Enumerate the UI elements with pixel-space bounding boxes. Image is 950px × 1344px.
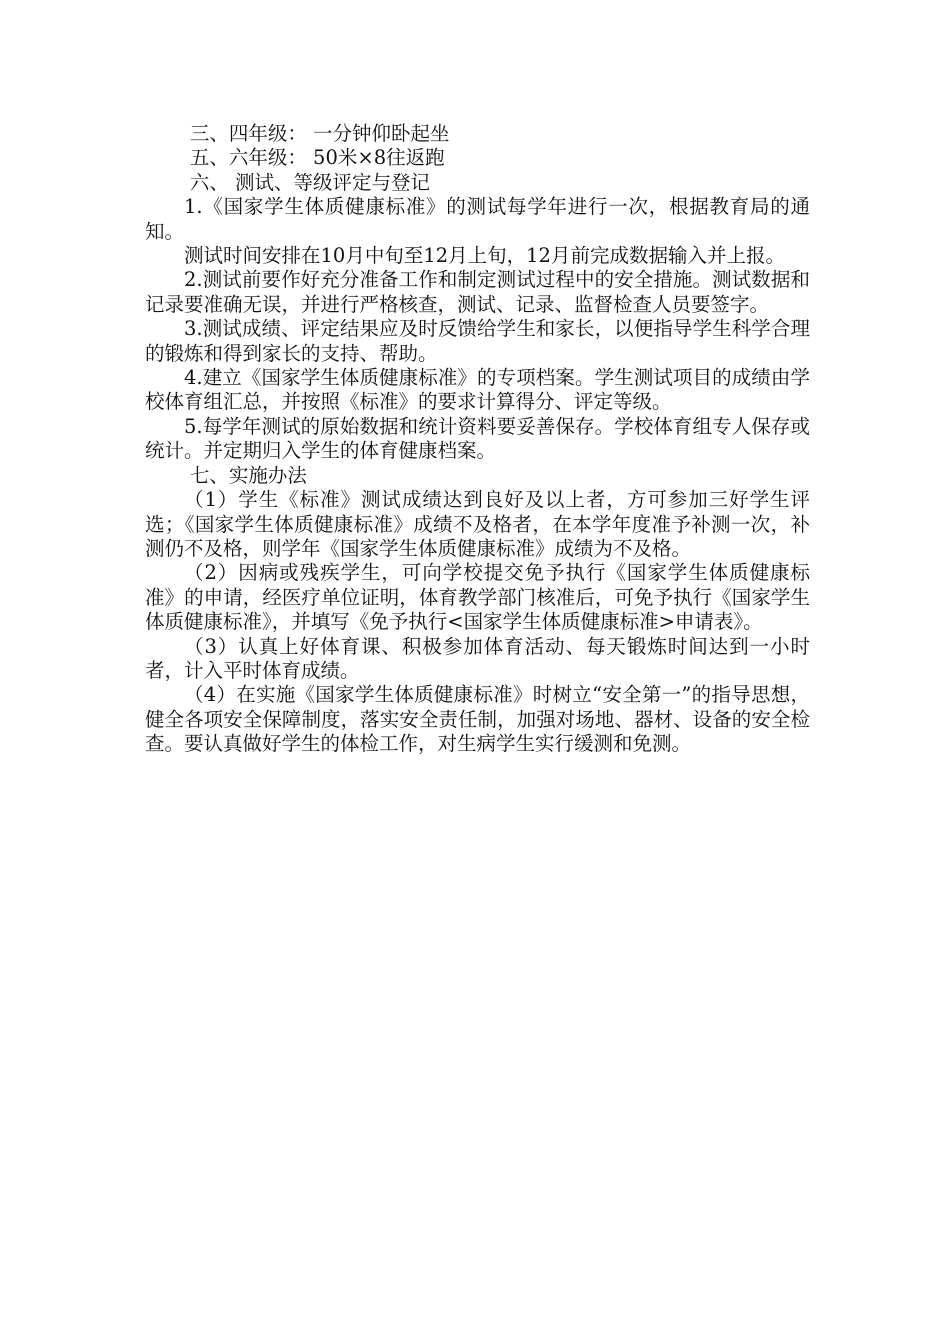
- paragraph-test-frequency: 1.《国家学生体质健康标准》的测试每学年进行一次，根据教育局的通知。: [145, 195, 810, 243]
- paragraph-test-schedule: 测试时间安排在10月中旬至12月上旬，12月前完成数据输入并上报。: [184, 244, 785, 268]
- paragraph-data-storage: 5.每学年测试的原始数据和统计资料要妥善保存。学校体育组专人保存或统计。并定期归入学生的体育健康档案。: [145, 414, 810, 463]
- section-six-heading: 六、 测试、等级评定与登记: [189, 170, 431, 194]
- paragraph-measure-3: （3）认真上好体育课、积极参加体育活动、每天锻炼时间达到一小时者，计入平时体育成绩。: [145, 634, 810, 682]
- paragraph-archive: 4.建立《国家学生体质健康标准》的专项档案。学生测试项目的成绩由学校体育组汇总，并按照《标准》的要求计算得分、评定等级。: [145, 366, 810, 414]
- paragraph-measure-2: （2）因病或残疾学生，可向学校提交免予执行《国家学生体质健康标准》的申请，经医疗单位证明，体育教学部门核准后，可免予执行《国家学生体质健康标准》，并填写《免予执行<国家学生体质健康标准>申请表》。: [145, 561, 810, 634]
- paragraph-test-preparation: 2.测试前要作好充分准备工作和制定测试过程中的安全措施。测试数据和记录要准确无误，并进行严格核查，测试、记录、监督检查人员要签字。: [145, 268, 810, 316]
- paragraph-measure-1: （1）学生《标准》测试成绩达到良好及以上者，方可参加三好学生评选；《国家学生体质健康标准》成绩不及格者，在本学年度准予补测一次，补测仍不及格，则学年《国家学生体质健康标准》成绩为不及格。: [145, 488, 810, 560]
- grade-5-6-item: 五、六年级： 50米×8往返跑: [189, 146, 445, 170]
- section-seven-heading: 七、实施办法: [189, 463, 307, 487]
- grade-3-4-item: 三、四年级： 一分钟仰卧起坐: [189, 122, 450, 145]
- paragraph-measure-4: （4）在实施《国家学生体质健康标准》时树立“安全第一”的指导思想，健全各项安全保障制度，落实安全责任制，加强对场地、器材、设备的安全检查。要认真做好学生的体检工作，对生病学生实行缓测和免测。: [145, 683, 810, 756]
- paragraph-result-feedback: 3.测试成绩、评定结果应及时反馈给学生和家长，以便指导学生科学合理的锻炼和得到家长的支持、帮助。: [145, 317, 810, 365]
- document-body: [145, 122, 810, 757]
